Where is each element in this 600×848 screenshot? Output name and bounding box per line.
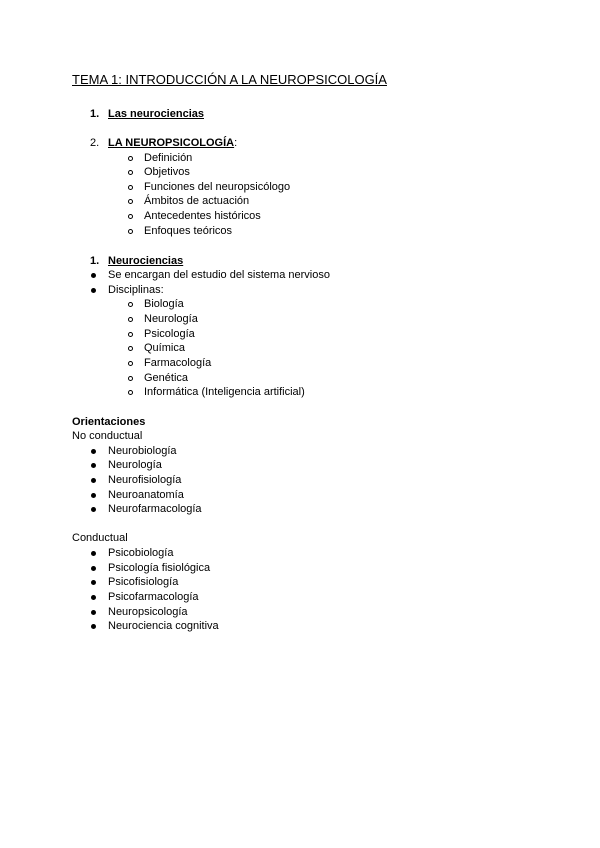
disc-bullet-icon [91, 610, 96, 615]
disc-bullet-icon [91, 624, 96, 629]
outline-subitem: Enfoques teóricos [144, 225, 233, 237]
disc-bullet-icon [91, 493, 96, 498]
circle-bullet-icon [128, 390, 133, 395]
conductual-item: Psicofarmacología [108, 591, 199, 603]
no-conductual-item: Neurobiología [108, 445, 177, 457]
disc-bullet-icon [91, 273, 96, 278]
circle-bullet-icon [128, 302, 133, 307]
outline-subitem: Antecedentes históricos [144, 210, 261, 222]
outline-item-neuropsicologia: LA NEUROPSICOLOGÍA: [108, 137, 238, 149]
discipline-item: Farmacología [144, 357, 212, 369]
circle-bullet-icon [128, 346, 133, 351]
conductual-item: Psicofisiología [108, 576, 179, 588]
outline-subitem: Ámbitos de actuación [144, 195, 250, 207]
circle-bullet-icon [128, 376, 133, 381]
orientaciones-heading: Orientaciones [72, 416, 146, 428]
circle-bullet-icon [128, 185, 133, 190]
circle-bullet-icon [128, 170, 133, 175]
circle-bullet-icon [128, 317, 133, 322]
section-number: 1. [90, 255, 100, 267]
no-conductual-item: Neurofisiología [108, 474, 182, 486]
discipline-item: Neurología [144, 313, 198, 325]
no-conductual-item: Neurofarmacología [108, 503, 202, 515]
disc-bullet-icon [91, 463, 96, 468]
outline-subitem: Funciones del neuropsicólogo [144, 181, 291, 193]
circle-bullet-icon [128, 229, 133, 234]
disc-bullet-icon [91, 566, 96, 571]
outline-number-2: 2. [90, 137, 100, 149]
page-title: TEMA 1: INTRODUCCIÓN A LA NEUROPSICOLOGÍA [72, 72, 387, 87]
outline-item-neurociencias: Las neurociencias [108, 108, 204, 120]
circle-bullet-icon [128, 156, 133, 161]
conductual-item: Psicología fisiológica [108, 562, 211, 574]
discipline-item: Química [144, 342, 185, 354]
conductual-item: Psicobiología [108, 547, 174, 559]
disc-bullet-icon [91, 580, 96, 585]
conductual-item: Neurociencia cognitiva [108, 620, 219, 632]
circle-bullet-icon [128, 332, 133, 337]
conductual-label: Conductual [72, 532, 128, 544]
disc-bullet-icon [91, 551, 96, 556]
conductual-item: Neuropsicología [108, 606, 188, 618]
discipline-item: Psicología [144, 328, 195, 340]
circle-bullet-icon [128, 199, 133, 204]
discipline-item: Informática (Inteligencia artificial) [144, 386, 305, 398]
circle-bullet-icon [128, 214, 133, 219]
disc-bullet-icon [91, 449, 96, 454]
circle-bullet-icon [128, 361, 133, 366]
section-bullet: Se encargan del estudio del sistema nervioso [108, 269, 330, 281]
disc-bullet-icon [91, 507, 96, 512]
outline-subitem: Definición [144, 152, 193, 164]
section-bullet: Disciplinas: [108, 284, 164, 296]
outline-number-1: 1. [90, 108, 100, 120]
no-conductual-label: No conductual [72, 430, 143, 442]
discipline-item: Biología [144, 298, 184, 310]
disc-bullet-icon [91, 595, 96, 600]
no-conductual-item: Neurología [108, 459, 162, 471]
outline-subitem: Objetivos [144, 166, 190, 178]
section-heading: Neurociencias [108, 255, 184, 267]
disc-bullet-icon [91, 478, 96, 483]
disc-bullet-icon [91, 288, 96, 293]
no-conductual-item: Neuroanatomía [108, 489, 184, 501]
discipline-item: Genética [144, 372, 189, 384]
